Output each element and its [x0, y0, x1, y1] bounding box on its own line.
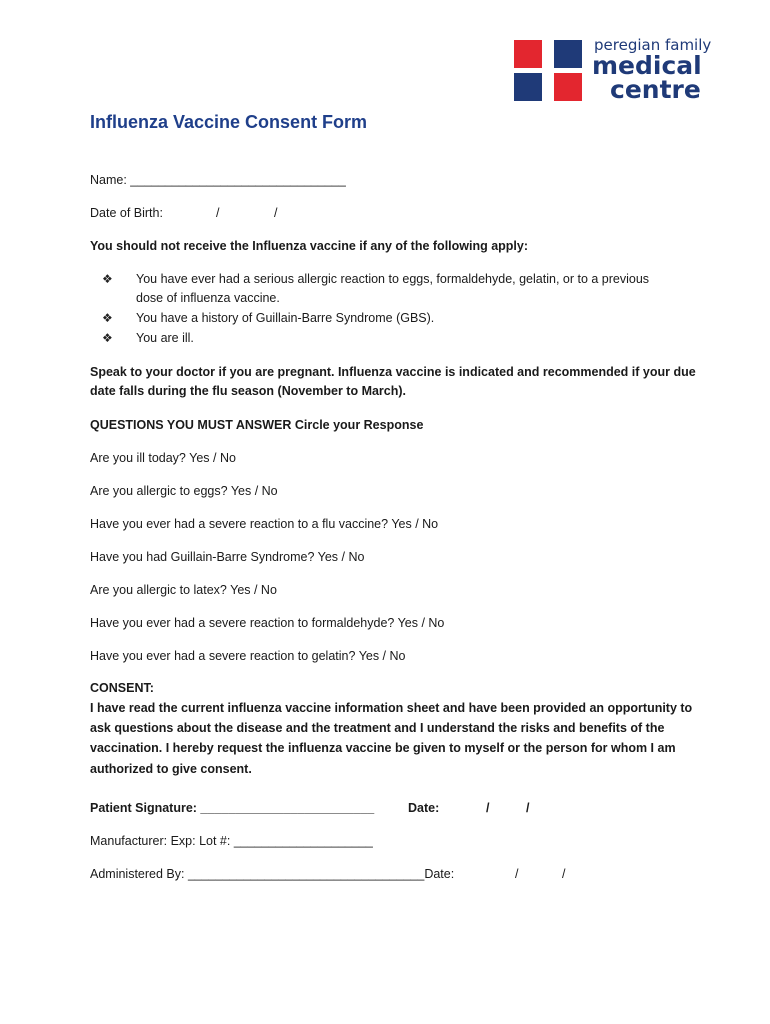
logo-line-1: peregian family	[594, 36, 712, 54]
contraindication-item-3: You are ill.	[136, 331, 194, 345]
bullet-icon: ❖	[102, 311, 113, 325]
administered-date-slash-2: /	[562, 867, 566, 881]
logo-square-navy-top	[554, 40, 582, 68]
logo-square-navy-bottom	[514, 73, 542, 101]
logo-square-red-top	[514, 40, 542, 68]
logo-line-2: medical	[592, 51, 702, 80]
question-egg-allergy[interactable]: Are you allergic to eggs? Yes / No	[90, 484, 278, 498]
logo-square-red-bottom	[554, 73, 582, 101]
consent-line-4: authorized to give consent.	[90, 762, 252, 776]
questions-heading: QUESTIONS YOU MUST ANSWER Circle your Response	[90, 418, 424, 432]
pregnancy-note-line-2: date falls during the flu season (November to March).	[90, 384, 407, 398]
question-ill-today[interactable]: Are you ill today? Yes / No	[90, 451, 236, 465]
dob-label: Date of Birth:	[90, 206, 163, 220]
signature-date-slash-2: /	[526, 801, 530, 815]
signature-date-slash-1: /	[486, 801, 490, 815]
administered-date-slash-1: /	[515, 867, 519, 881]
bullet-icon: ❖	[102, 272, 113, 286]
contraindication-item-1-line-2: dose of influenza vaccine.	[136, 291, 280, 305]
consent-heading: CONSENT:	[90, 681, 154, 695]
dob-slash-2: /	[274, 206, 278, 220]
question-flu-vaccine-reaction[interactable]: Have you ever had a severe reaction to a flu vaccine? Yes / No	[90, 517, 439, 531]
contraindication-item-2: You have a history of Guillain-Barre Syndrome (GBS).	[136, 311, 435, 325]
name-field[interactable]: Name: _______________________________	[90, 173, 346, 187]
administered-by-field[interactable]: Administered By: __________________________________Date:	[90, 867, 455, 881]
question-formaldehyde-reaction[interactable]: Have you ever had a severe reaction to formaldehyde? Yes / No	[90, 616, 445, 630]
consent-line-3: vaccination. I hereby request the influenza vaccine be given to myself or the person for whom I am	[90, 741, 676, 755]
manufacturer-field[interactable]: Manufacturer: Exp: Lot #: ____________________	[90, 834, 373, 848]
consent-line-2: ask questions about the disease and the treatment and I understand the risks and benefits of the	[90, 721, 665, 735]
pregnancy-note-line-1: Speak to your doctor if you are pregnant. Influenza vaccine is indicated and recommended if your due	[90, 365, 696, 379]
signature-date-label: Date:	[408, 801, 440, 815]
patient-signature-field[interactable]: Patient Signature: _________________________	[90, 801, 375, 815]
consent-line-1: I have read the current influenza vaccine information sheet and have been provided an opportunity to	[90, 701, 693, 715]
dob-slash-1: /	[216, 206, 220, 220]
question-latex-allergy[interactable]: Are you allergic to latex? Yes / No	[90, 583, 277, 597]
contraindication-item-1-line-1: You have ever had a serious allergic reaction to eggs, formaldehyde, gelatin, or to a previous	[136, 272, 650, 286]
question-guillain-barre[interactable]: Have you had Guillain-Barre Syndrome? Yes / No	[90, 550, 365, 564]
bullet-icon: ❖	[102, 331, 113, 345]
form-title: Influenza Vaccine Consent Form	[90, 112, 368, 132]
logo-line-3: centre	[610, 75, 701, 104]
question-gelatin-reaction[interactable]: Have you ever had a severe reaction to gelatin? Yes / No	[90, 649, 406, 663]
contraindications-heading: You should not receive the Influenza vaccine if any of the following apply:	[90, 239, 529, 253]
